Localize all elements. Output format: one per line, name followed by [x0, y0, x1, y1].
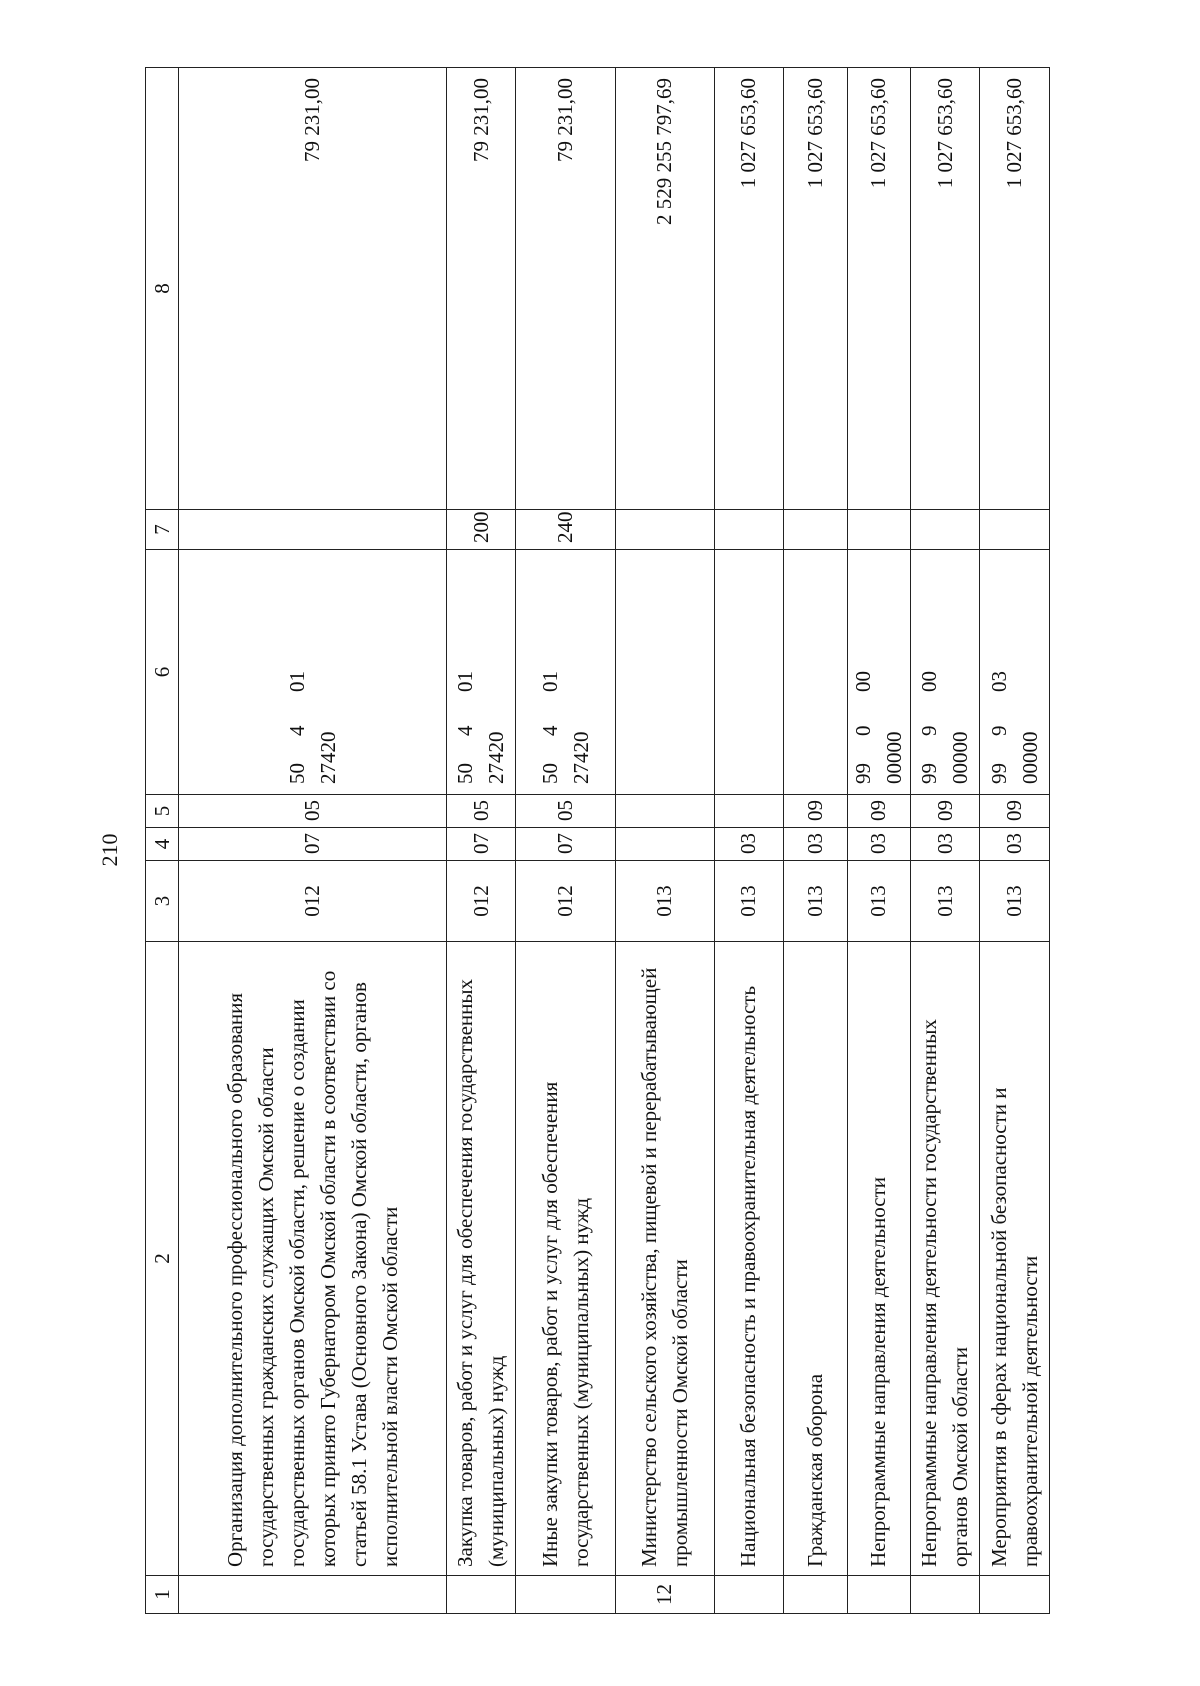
code-cell-4: 03 [980, 828, 1050, 861]
code-part: 00 [917, 671, 942, 692]
code-cell-6 [784, 550, 847, 795]
table-header-row [146, 68, 179, 1614]
row-name-cell: Непрограммные направления деятельности государственных органов Омской области [911, 942, 980, 1576]
row-name-cell: Непрограммные направления деятельности [847, 942, 910, 1576]
header-cell: 7 [146, 510, 179, 550]
table-row [446, 68, 515, 1614]
code-part: 0 [850, 725, 875, 736]
code-part: 01 [453, 671, 478, 692]
code-cell-6 [179, 550, 447, 795]
table-row [784, 68, 847, 1614]
code-cell-5: 05 [516, 795, 616, 828]
table-row [714, 68, 783, 1614]
row-number-cell: 12 [616, 1576, 715, 1614]
code-cell-5: 05 [179, 795, 447, 828]
code-part: 03 [986, 671, 1011, 692]
code-cell-4: 03 [714, 828, 783, 861]
code-cell-7 [179, 510, 447, 550]
code-part: 27420 [315, 731, 340, 784]
code-cell-5: 09 [980, 795, 1050, 828]
row-number-cell [847, 1576, 910, 1614]
page-number: 210 [97, 833, 122, 867]
code-part: 4 [453, 725, 478, 736]
code-cell-4 [616, 828, 715, 861]
row-name-cell: Национальная безопасность и правоохранительная деятельность [714, 942, 783, 1576]
header-cell: 8 [146, 68, 179, 510]
code-cell-7 [980, 510, 1050, 550]
code-cell-3: 012 [446, 861, 515, 942]
code-cell-6 [911, 550, 980, 795]
code-cell-5: 05 [446, 795, 515, 828]
amount-cell: 2 529 255 797,69 [616, 68, 715, 510]
table-row [616, 68, 715, 1614]
code-cell-7 [911, 510, 980, 550]
amount-cell: 79 231,00 [446, 68, 515, 510]
code-cell-5: 09 [847, 795, 910, 828]
code-cell-4: 07 [446, 828, 515, 861]
code-cell-4: 03 [847, 828, 910, 861]
row-number-cell [911, 1576, 980, 1614]
row-name-cell: Гражданская оборона [784, 942, 847, 1576]
code-part: 00 [850, 671, 875, 692]
code-cell-6 [714, 550, 783, 795]
code-cell-3: 012 [179, 861, 447, 942]
header-cell: 2 [146, 942, 179, 1576]
row-number-cell [446, 1576, 515, 1614]
code-cell-3: 012 [516, 861, 616, 942]
amount-cell: 1 027 653,60 [911, 68, 980, 510]
code-cell-5 [714, 795, 783, 828]
code-part: 99 [917, 763, 942, 784]
amount-cell: 79 231,00 [516, 68, 616, 510]
code-cell-3: 013 [911, 861, 980, 942]
amount-cell: 1 027 653,60 [980, 68, 1050, 510]
amount-cell: 1 027 653,60 [784, 68, 847, 510]
row-number-cell [980, 1576, 1050, 1614]
code-cell-6 [516, 550, 616, 795]
row-number-cell [179, 1576, 447, 1614]
code-cell-4: 03 [911, 828, 980, 861]
code-cell-7 [847, 510, 910, 550]
code-part: 99 [986, 763, 1011, 784]
header-cell: 6 [146, 550, 179, 795]
header-cell: 4 [146, 828, 179, 861]
code-part: 50 [537, 763, 562, 784]
code-part: 9 [917, 725, 942, 736]
code-part: 99 [850, 763, 875, 784]
code-cell-3: 013 [784, 861, 847, 942]
code-cell-5: 09 [784, 795, 847, 828]
table-row [980, 68, 1050, 1614]
code-cell-7 [784, 510, 847, 550]
code-cell-3: 013 [714, 861, 783, 942]
code-part: 9 [986, 725, 1011, 736]
amount-cell: 1 027 653,60 [714, 68, 783, 510]
row-name-cell: Закупка товаров, работ и услуг для обеспечения государственных (муниципальных) нужд [446, 942, 515, 1576]
row-name-cell: Иные закупки товаров, работ и услуг для обеспечения государственных (муниципальных) нужд [516, 942, 616, 1576]
code-part: 01 [537, 671, 562, 692]
code-part: 01 [284, 671, 309, 692]
code-cell-4: 07 [179, 828, 447, 861]
code-part: 00000 [1017, 731, 1042, 784]
code-part: 00000 [948, 731, 973, 784]
row-number-cell [516, 1576, 616, 1614]
code-cell-6 [980, 550, 1050, 795]
rotated-table-container [145, 68, 1050, 1614]
row-name-cell: Министерство сельского хозяйства, пищевой и перерабатывающей промышленности Омской области [616, 942, 715, 1576]
code-part: 50 [284, 763, 309, 784]
code-cell-5 [616, 795, 715, 828]
code-cell-7: 240 [516, 510, 616, 550]
code-cell-6 [446, 550, 515, 795]
code-cell-3: 013 [847, 861, 910, 942]
code-part: 27420 [568, 731, 593, 784]
header-cell: 3 [146, 861, 179, 942]
code-part: 50 [453, 763, 478, 784]
table-row [179, 68, 447, 1614]
amount-cell: 1 027 653,60 [847, 68, 910, 510]
code-part: 00000 [881, 731, 906, 784]
budget-table [145, 67, 1050, 1614]
code-cell-6 [616, 550, 715, 795]
code-part: 4 [284, 725, 309, 736]
code-cell-7 [714, 510, 783, 550]
code-cell-4: 03 [784, 828, 847, 861]
code-part: 4 [537, 725, 562, 736]
code-cell-3: 013 [980, 861, 1050, 942]
amount-cell: 79 231,00 [179, 68, 447, 510]
code-cell-3: 013 [616, 861, 715, 942]
row-number-cell [714, 1576, 783, 1614]
row-name-cell: Мероприятия в сферах национальной безопасности и правоохранительной деятельности [980, 942, 1050, 1576]
table-row [516, 68, 616, 1614]
code-cell-6 [847, 550, 910, 795]
code-cell-4: 07 [516, 828, 616, 861]
row-name-cell: Организация дополнительного профессионального образования государственных гражданских служащих Омской области государственных органов Омской области, решение о создании которых принято Губернатором Омской области в соответствии со статьей 58.1 Устава (Основного Закона) Омской области, органов исполнительной власти Омской области [179, 942, 447, 1576]
header-cell: 5 [146, 795, 179, 828]
header-cell: 1 [146, 1576, 179, 1614]
code-cell-7 [616, 510, 715, 550]
row-number-cell [784, 1576, 847, 1614]
table-row [847, 68, 910, 1614]
code-cell-5: 09 [911, 795, 980, 828]
table-row [911, 68, 980, 1614]
code-part: 27420 [484, 731, 509, 784]
code-cell-7: 200 [446, 510, 515, 550]
